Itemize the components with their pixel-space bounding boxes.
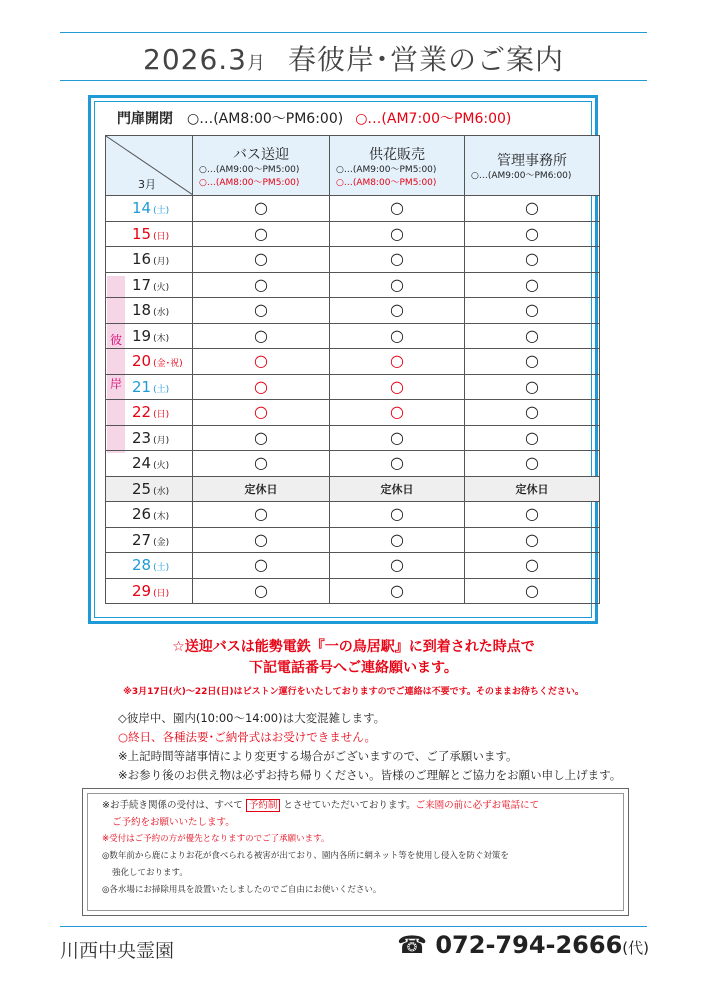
open-mark: ○ bbox=[330, 247, 465, 273]
open-mark: ○ bbox=[330, 425, 465, 451]
footer-rule bbox=[60, 926, 647, 927]
table-row bbox=[106, 425, 600, 451]
open-mark: ○ bbox=[465, 527, 600, 553]
phone-icon: ☎ bbox=[397, 931, 427, 959]
closed-cell: 定休日 bbox=[465, 476, 600, 502]
open-mark: ○ bbox=[465, 323, 600, 349]
gate-hours: 門扉開閉 ○…(AM8:00～PM6:00) ○…(AM7:00～PM6:00) bbox=[117, 111, 512, 127]
table-row bbox=[106, 400, 600, 426]
shuttle-note: ※3月17日(火)～22日(日)はピストン運行をいたしておりますのでご連絡は不要です。そのままお待ちください。 bbox=[123, 687, 584, 697]
date-cell: 22 (日) bbox=[106, 400, 193, 426]
date-cell: 19 (木) bbox=[106, 323, 193, 349]
table-corner: 3月 bbox=[106, 136, 193, 196]
col-office: 管理事務所 ○…(AM9:00～PM6:00) bbox=[465, 136, 600, 196]
open-mark: ○ bbox=[465, 221, 600, 247]
open-mark: ○ bbox=[193, 298, 330, 324]
table-row bbox=[106, 221, 600, 247]
table-row bbox=[106, 578, 600, 604]
open-mark: ○ bbox=[193, 553, 330, 579]
open-mark: ○ bbox=[330, 374, 465, 400]
open-mark: ○ bbox=[193, 196, 330, 222]
open-mark: ○ bbox=[193, 400, 330, 426]
open-mark: ○ bbox=[330, 451, 465, 477]
top-rule bbox=[60, 32, 647, 33]
open-mark: ○ bbox=[193, 221, 330, 247]
higan-band: 彼 岸 bbox=[107, 276, 125, 453]
open-mark: ○ bbox=[330, 502, 465, 528]
open-mark: ○ bbox=[193, 502, 330, 528]
page-title: 2026.3月 春彼岸･営業のご案内 bbox=[143, 43, 564, 76]
closed-cell: 定休日 bbox=[330, 476, 465, 502]
open-mark: ○ bbox=[193, 323, 330, 349]
open-mark: ○ bbox=[193, 451, 330, 477]
bullet-notes: ◇彼岸中、園内(10:00～14:00)は大変混雑します。 ○終日、各種法要･ご納骨式はお受けできません。 ※上記時間等諸事情により変更する場合がございますので、ご了承願います。 ※お参り後のお供え物は必ずお持ち帰りください。皆様のご理解とご協力をお願い申し上げます。 bbox=[118, 711, 622, 782]
table-row bbox=[106, 451, 600, 477]
open-mark: ○ bbox=[465, 196, 600, 222]
open-mark: ○ bbox=[193, 272, 330, 298]
phone-number[interactable]: ☎ 072-794-2666(代) bbox=[397, 931, 649, 959]
open-mark: ○ bbox=[465, 272, 600, 298]
open-mark: ○ bbox=[465, 247, 600, 273]
date-cell: 28 (土) bbox=[106, 553, 193, 579]
open-mark: ○ bbox=[465, 502, 600, 528]
open-mark: ○ bbox=[193, 578, 330, 604]
date-cell: 29 (日) bbox=[106, 578, 193, 604]
date-cell: 27 (金) bbox=[106, 527, 193, 553]
date-cell: 16 (月) bbox=[106, 247, 193, 273]
table-row bbox=[106, 349, 600, 375]
open-mark: ○ bbox=[330, 221, 465, 247]
open-mark: ○ bbox=[193, 425, 330, 451]
open-mark: ○ bbox=[193, 374, 330, 400]
table-row bbox=[106, 374, 600, 400]
table-row bbox=[106, 272, 600, 298]
open-mark: ○ bbox=[330, 298, 465, 324]
date-cell: 18 (水) bbox=[106, 298, 193, 324]
open-mark: ○ bbox=[330, 196, 465, 222]
date-cell: 21 (土) bbox=[106, 374, 193, 400]
date-cell: 25 (水) bbox=[106, 476, 193, 502]
open-mark: ○ bbox=[465, 374, 600, 400]
table-row bbox=[106, 502, 600, 528]
open-mark: ○ bbox=[330, 527, 465, 553]
open-mark: ○ bbox=[465, 553, 600, 579]
col-bus: バス送迎 ○…(AM9:00～PM5:00) ○…(AM8:00～PM5:00) bbox=[193, 136, 330, 196]
date-cell: 17 (火) bbox=[106, 272, 193, 298]
reservation-text: ※お手続き関係の受付は、すべて 予約制 とさせていただいております。ご来園の前に必ずお電話にて ご予約をお願いいたします。 ※受付はご予約の方が優先となりますのでご了承願います。 ◎数年前から鹿によりお花が食べられる被害が出ており、園内各所に網ネット等を使用し侵入を防ぐ対策を 強化しております。 ◎各水場にお掃除用具を設置いたしましたのでご自由にお使いください。 bbox=[102, 800, 540, 895]
date-cell: 15 (日) bbox=[106, 221, 193, 247]
reservation-tag: 予約制 bbox=[246, 799, 281, 812]
open-mark: ○ bbox=[465, 298, 600, 324]
table-row bbox=[106, 527, 600, 553]
open-mark: ○ bbox=[330, 400, 465, 426]
col-flowers: 供花販売 ○…(AM9:00～PM5:00) ○…(AM8:00～PM5:00) bbox=[330, 136, 465, 196]
table-row bbox=[106, 476, 600, 502]
open-mark: ○ bbox=[465, 349, 600, 375]
table-row bbox=[106, 323, 600, 349]
date-cell: 23 (月) bbox=[106, 425, 193, 451]
schedule-table bbox=[105, 135, 600, 604]
table-row bbox=[106, 553, 600, 579]
table-row bbox=[106, 298, 600, 324]
open-mark: ○ bbox=[465, 400, 600, 426]
open-mark: ○ bbox=[465, 578, 600, 604]
title-rule bbox=[60, 80, 647, 81]
open-mark: ○ bbox=[193, 349, 330, 375]
date-cell: 14 (土) bbox=[106, 196, 193, 222]
date-cell: 26 (木) bbox=[106, 502, 193, 528]
table-row bbox=[106, 247, 600, 273]
open-mark: ○ bbox=[193, 247, 330, 273]
cemetery-name: 川西中央霊園 bbox=[60, 940, 175, 962]
open-mark: ○ bbox=[465, 451, 600, 477]
date-cell: 24 (火) bbox=[106, 451, 193, 477]
table-row bbox=[106, 196, 600, 222]
open-mark: ○ bbox=[465, 425, 600, 451]
open-mark: ○ bbox=[193, 527, 330, 553]
open-mark: ○ bbox=[330, 272, 465, 298]
bus-notice: ☆送迎バスは能勢電鉄『一の鳥居駅』に到着された時点で 下記電話番号へご連絡願います。 bbox=[172, 639, 535, 676]
date-cell: 20 (金･祝) bbox=[106, 349, 193, 375]
closed-cell: 定休日 bbox=[193, 476, 330, 502]
open-mark: ○ bbox=[330, 553, 465, 579]
open-mark: ○ bbox=[330, 349, 465, 375]
open-mark: ○ bbox=[330, 323, 465, 349]
open-mark: ○ bbox=[330, 578, 465, 604]
